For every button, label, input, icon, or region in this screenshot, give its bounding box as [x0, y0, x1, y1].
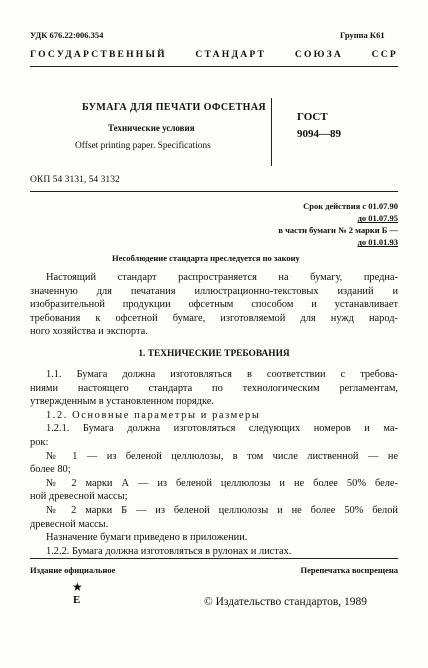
- body-line: № 2 марки А — из беленой целлюлозы и не более 50% беле-: [46, 477, 398, 489]
- validity-partial-end: до 01.01.93: [357, 237, 398, 247]
- body-line: ной древесной массы;: [30, 491, 128, 503]
- validity-partial: в части бумаги № 2 марки Б —: [278, 225, 398, 235]
- copyright-line: © Издательство стандартов, 1989: [204, 596, 368, 608]
- gost-label: ГОСТ: [297, 111, 328, 123]
- section-heading: 1. ТЕХНИЧЕСКИЕ ТРЕБОВАНИЯ: [138, 349, 290, 359]
- body-line: рок:: [30, 436, 49, 448]
- body-line: № 1 — из беленой целлюлозы, в том числе лиственной — не: [46, 450, 398, 462]
- group-code: Группа К61: [340, 30, 385, 40]
- body-subheading: 1.2. Основные параметры и размеры: [46, 409, 261, 421]
- document-subtitle: Технические условия: [108, 123, 195, 133]
- title-divider: [271, 98, 272, 166]
- body-line: Назначение бумаги приведено в приложении.: [46, 532, 248, 544]
- okp-divider: [30, 191, 398, 192]
- validity-end: до 01.07.95: [357, 213, 398, 223]
- intro-line: изобразительной продукции офсетным способом и устанавливает: [30, 299, 398, 311]
- okp-codes: ОКП 54 3131, 54 3132: [30, 174, 120, 185]
- english-title: Offset printing paper. Specifications: [75, 141, 211, 151]
- body-line: 1.1. Бумага должна изготовляться в соответствии с требова-: [46, 369, 398, 380]
- intro-line: Настоящий стандарт распространяется на бумагу, предна-: [46, 272, 398, 283]
- header-divider: [30, 66, 398, 67]
- body-line: 1.2.2. Бумага должна изготовляться в рулонах и листах.: [46, 545, 292, 557]
- intro-line: требования к офсетной бумаге, изготовляемой для нужд народ-: [30, 312, 398, 324]
- official-edition-label: Издание официальное: [30, 565, 116, 575]
- requirements-body: [30, 368, 398, 558]
- body-line: № 2 марки Б — из беленой целлюлозы и не более 50% белой: [46, 504, 398, 516]
- udk-code: УДК 676.22:006.354: [30, 30, 104, 40]
- legal-notice: Несоблюдение стандарта преследуется по закону: [112, 253, 300, 263]
- body-line: более 80;: [30, 464, 71, 476]
- body-line: древесной массы.: [30, 518, 109, 530]
- intro-line: значенную для печатания иллюстрационно-текстовых изданий и: [30, 285, 398, 297]
- intro-line: ного хозяйства и экспорта.: [30, 326, 148, 338]
- edition-letter: E: [73, 594, 81, 606]
- gost-number: 9094—89: [297, 128, 341, 140]
- document-title: БУМАГА ДЛЯ ПЕЧАТИ ОФСЕТНАЯ: [82, 102, 267, 113]
- body-line: утвержденным в установленном порядке.: [30, 396, 214, 408]
- body-line: ниями настоящего стандарта по технологическим регламентам,: [30, 382, 398, 394]
- validity-start: Срок действия с 01.07.90: [303, 201, 398, 211]
- star-icon: ★: [72, 580, 83, 594]
- footer-divider: [30, 558, 398, 559]
- intro-paragraph: [30, 271, 398, 339]
- state-standard-banner: ГОСУДАРСТВЕННЫЙ СТАНДАРТ СОЮЗА ССР: [30, 49, 398, 60]
- reprint-prohibited-label: Перепечатка воспрещена: [300, 565, 398, 575]
- body-line: 1.2.1. Бумага должна изготовляться следующих номеров и ма-: [46, 423, 398, 435]
